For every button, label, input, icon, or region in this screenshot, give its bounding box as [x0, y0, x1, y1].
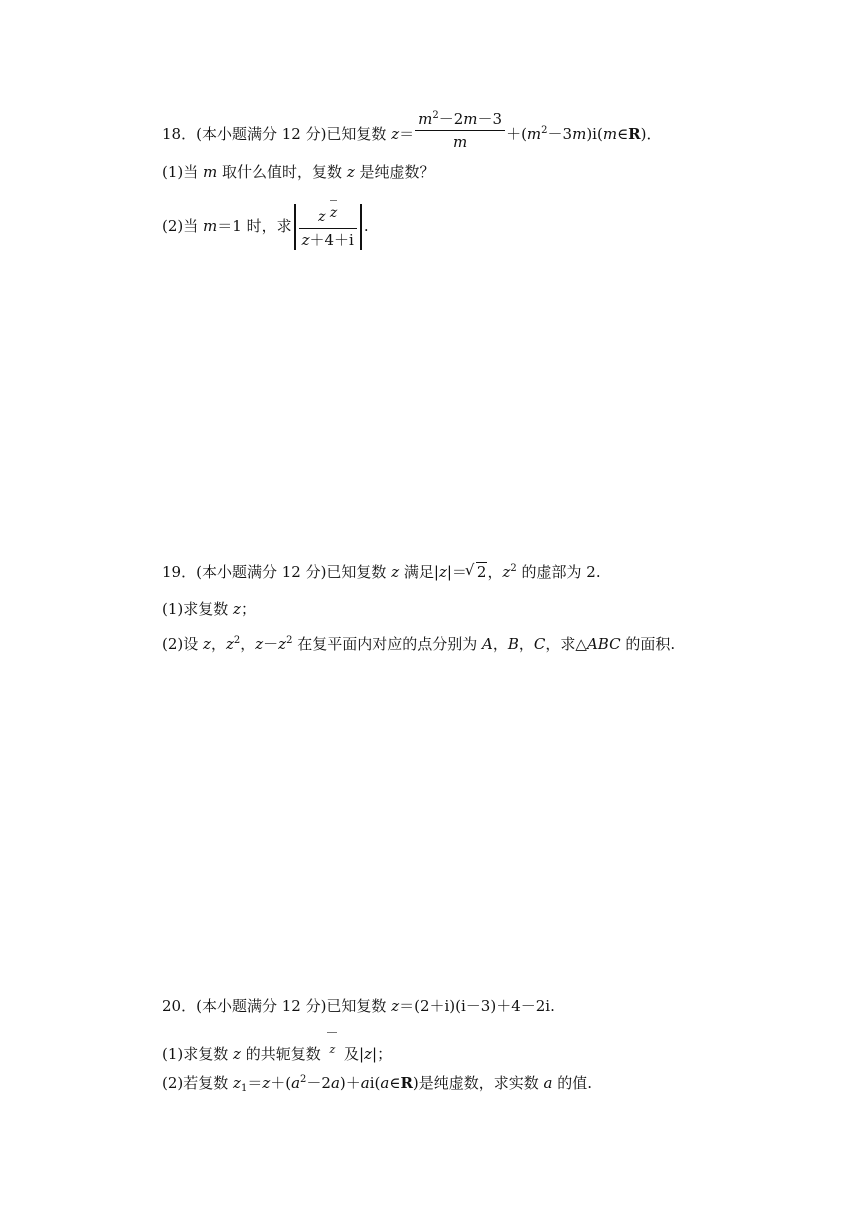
conjugate-z: z [329, 1040, 335, 1060]
q20-part2: (2)若复数 $z_1=z+(a^2-2a)+ai(a\in R)$是纯虚数，求实数 a 的值. [162, 1074, 593, 1094]
q19-part1: (1)求复数 z； [162, 600, 256, 618]
q19-part2: (2)设 z，$z^2$，$z-z^2$ 在复平面内对应的点分别为 A，B，C，求△ABC 的面积. [162, 635, 676, 653]
q18-stem: 18．(本小题满分 12 分)已知复数 z＝ $\frac{m^2-2m-3}{m}$ $+(m^2-3m)i(m\in R)$． [162, 110, 662, 151]
q18-part2: (2)当 m＝1 时，求 $\frac{\text{z z}}{z+4+i}$ . [162, 205, 369, 249]
sqrt-symbol: √ 2 [467, 562, 488, 582]
q19-number: 19． [162, 563, 197, 581]
q20-number: 20． [162, 997, 197, 1015]
q19-stem: 19．(本小题满分 12 分)已知复数 z 满足|z|＝√ 2，$z^2$ 的虚部为 2. [162, 562, 601, 582]
q18-number: 18． [162, 125, 197, 143]
q18-fraction: $\frac{m^2-2m-3}{m}$ [415, 110, 505, 152]
q18-part1: (1)当 m 取什么值时，复数 z 是纯虚数？ [162, 163, 435, 181]
q18-abs-expression: $\frac{\text{z z}}{z+4+i}$ [294, 204, 362, 250]
q20-part1: (1)求复数 z 的共轭复数 z 及|z|； [162, 1040, 392, 1064]
q20-stem: 20．(本小题满分 12 分)已知复数 z＝(2＋i)(i－3)＋4－2i. [162, 997, 555, 1015]
